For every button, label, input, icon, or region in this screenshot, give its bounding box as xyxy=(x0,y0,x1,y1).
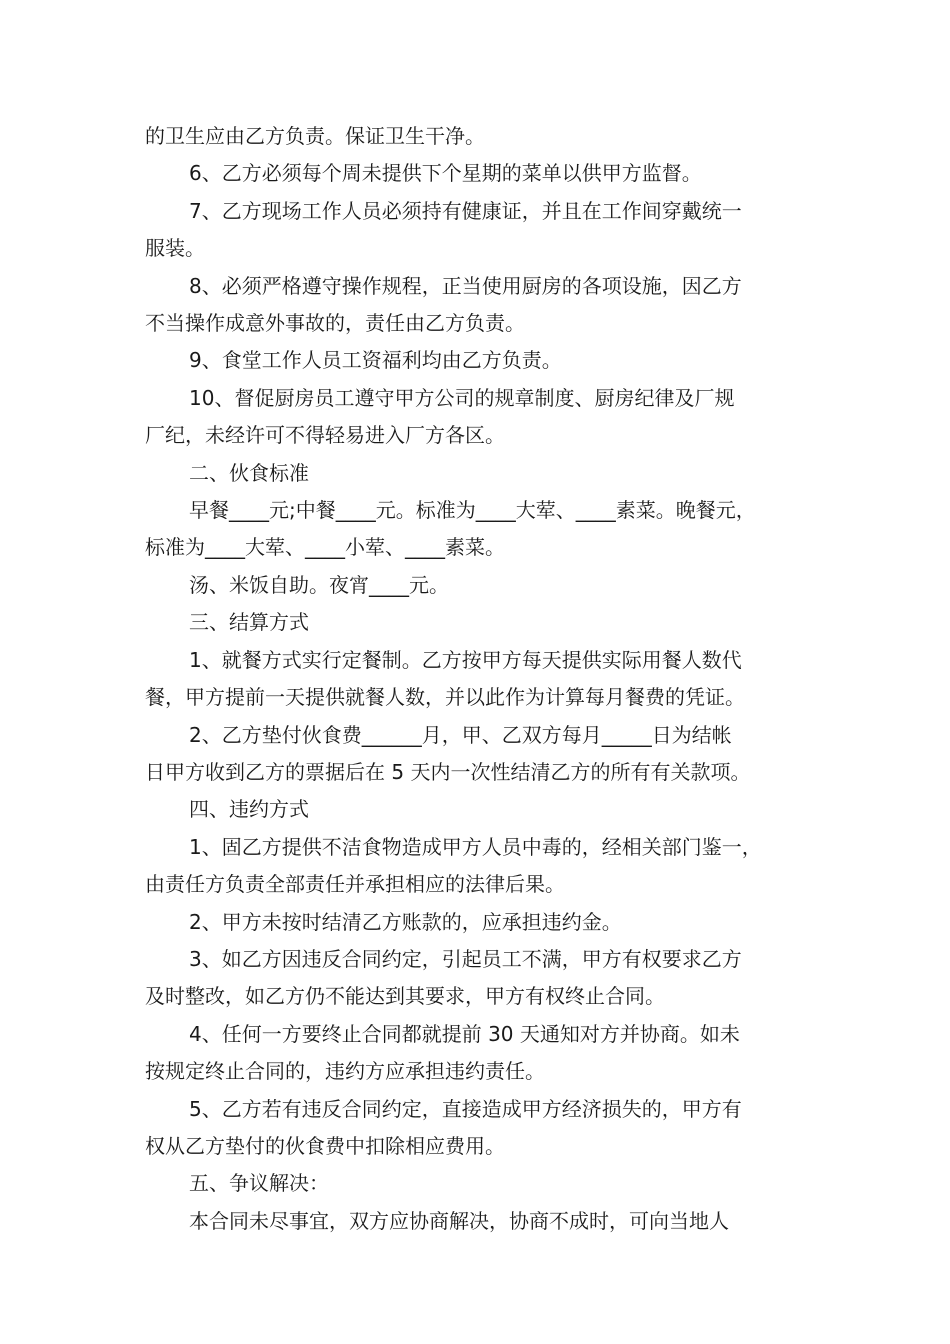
document-body xyxy=(145,118,817,1240)
document-line: 10、督促厨房员工遵守甲方公司的规章制度、厨房纪律及厂规 xyxy=(189,385,735,410)
document-line: 2、甲方未按时结清乙方账款的，应承担违约金。 xyxy=(189,909,622,934)
document-line: 8、必须严格遵守操作规程，正当使用厨房的各项设施，因乙方 xyxy=(189,273,742,298)
document-line: 早餐____元;中餐____元。标准为____大荤、____素菜。晚餐元， xyxy=(189,498,756,523)
document-line: 本合同未尽事宜，双方应协商解决，协商不成时，可向当地人 xyxy=(189,1208,729,1233)
document-line: 五、争议解决： xyxy=(189,1171,329,1196)
document-line: 2、乙方垫付伙食费______月，甲、乙双方每月_____日为结帐 xyxy=(189,722,732,747)
document-line: 权从乙方垫付的伙食费中扣除相应费用。 xyxy=(145,1133,505,1158)
document-line: 三、结算方式 xyxy=(189,610,309,635)
document-line: 厂纪，未经许可不得轻易进入厂方各区。 xyxy=(145,423,505,448)
document-line: 服装。 xyxy=(145,236,205,261)
document-line: 7、乙方现场工作人员必须持有健康证，并且在工作间穿戴统一 xyxy=(189,198,742,223)
document-line: 5、乙方若有违反合同约定，直接造成甲方经济损失的，甲方有 xyxy=(189,1096,742,1121)
document-line: 餐，甲方提前一天提供就餐人数，并以此作为计算每月餐费的凭证。 xyxy=(145,685,745,710)
document-line: 由责任方负责全部责任并承担相应的法律后果。 xyxy=(145,872,565,897)
document-line: 9、食堂工作人员工资福利均由乙方负责。 xyxy=(189,348,562,373)
document-line: 6、乙方必须每个周未提供下个星期的菜单以供甲方监督。 xyxy=(189,161,702,186)
document-line: 及时整改，如乙方仍不能达到其要求，甲方有权终止合同。 xyxy=(145,984,665,1009)
document-line: 不当操作成意外事故的，责任由乙方负责。 xyxy=(145,311,525,336)
document-line: 3、如乙方因违反合同约定，引起员工不满，甲方有权要求乙方 xyxy=(189,946,742,971)
document-line: 日甲方收到乙方的票据后在 5 天内一次性结清乙方的所有有关款项。 xyxy=(145,759,751,784)
document-line: 二、伙食标准 xyxy=(189,460,309,485)
document-line: 标准为____大荤、____小荤、____素菜。 xyxy=(145,535,505,560)
document-line: 1、固乙方提供不洁食物造成甲方人员中毒的，经相关部门鉴一， xyxy=(189,834,762,859)
document-line: 按规定终止合同的，违约方应承担违约责任。 xyxy=(145,1059,545,1084)
document-line: 四、违约方式 xyxy=(189,797,309,822)
document-line: 的卫生应由乙方负责。保证卫生干净。 xyxy=(145,124,485,148)
document-line: 1、就餐方式实行定餐制。乙方按甲方每天提供实际用餐人数代 xyxy=(189,647,742,672)
document-line: 汤、米饭自助。夜宵____元。 xyxy=(189,572,449,597)
document-line: 4、任何一方要终止合同都就提前 30 天通知对方并协商。如未 xyxy=(189,1021,740,1046)
